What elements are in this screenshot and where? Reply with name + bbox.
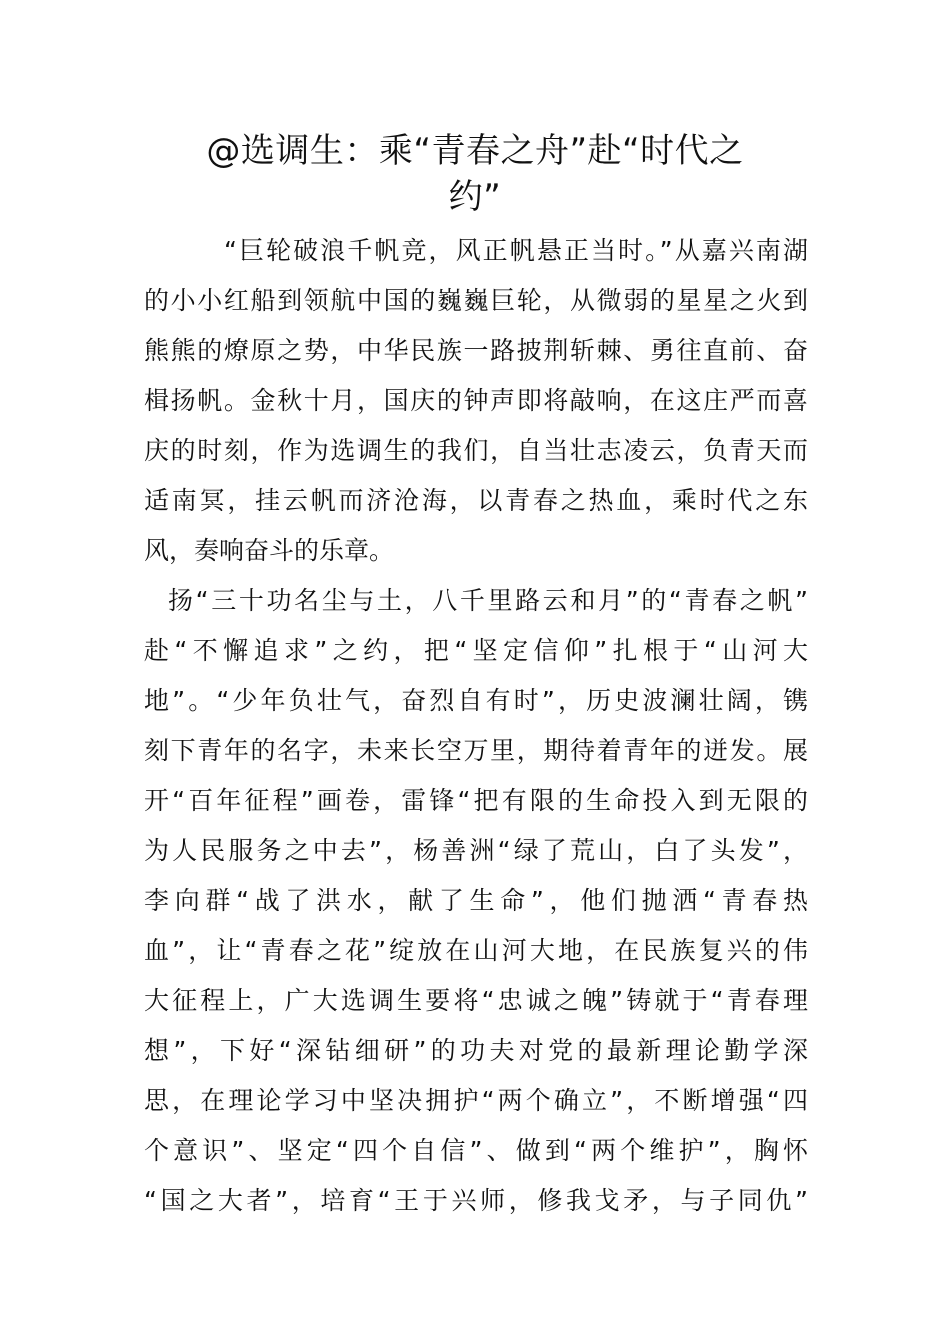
title-line: 约”	[448, 177, 502, 217]
text-line: 熊熊的燎原之势，中华民族一路披荆斩棘、勇往直前、奋	[144, 336, 808, 365]
text-line: “巨轮破浪千帆竞，风正帆悬正当时。”从嘉兴南湖	[224, 236, 808, 265]
text-line: 地”。“少年负壮气，奋烈自有时”，历史波澜壮阔，镌	[144, 686, 808, 715]
text-line: 思，在理论学习中坚决拥护“两个确立”，不断增强“四	[144, 1086, 808, 1115]
text-line: 赴“不懈追求”之约，把“坚定信仰”扎根于“山河大	[144, 636, 808, 665]
text-line: 的小小红船到领航中国的巍巍巨轮，从微弱的星星之火到	[144, 286, 808, 315]
text-line: 楫扬帆。金秋十月，国庆的钟声即将敲响，在这庄严而喜	[144, 386, 808, 415]
text-line: 想”，下好“深钻细研”的功夫对党的最新理论勤学深	[144, 1036, 808, 1065]
text-line: 扬“三十功名尘与土，八千里路云和月”的“青春之帆”	[168, 586, 808, 615]
title-line: @选调生：乘“青春之舟”赴“时代之	[206, 131, 744, 171]
text-line: “国之大者”，培育“王于兴师，修我戈矛，与子同仇”	[144, 1186, 808, 1215]
text-line: 庆的时刻，作为选调生的我们，自当壮志凌云，负青天而	[144, 436, 808, 465]
text-line: 个意识”、坚定“四个自信”、做到“两个维护”，胸怀	[144, 1136, 808, 1165]
paragraph-1	[144, 226, 808, 576]
text-line: 血”，让“青春之花”绽放在山河大地，在民族复兴的伟	[144, 936, 808, 965]
text-line: 适南冥，挂云帆而济沧海，以青春之热血，乘时代之东	[144, 486, 808, 515]
text-line: 风，奏响奋斗的乐章。	[144, 536, 395, 565]
page-title	[160, 128, 790, 220]
article-body	[144, 226, 808, 1226]
text-line: 刻下青年的名字，未来长空万里，期待着青年的迸发。展	[144, 736, 808, 765]
text-line: 大征程上，广大选调生要将“忠诚之魄”铸就于“青春理	[144, 986, 808, 1015]
text-line: 李向群“战了洪水，献了生命”，他们抛洒“青春热	[144, 886, 808, 915]
text-line: 开“百年征程”画卷，雷锋“把有限的生命投入到无限的	[144, 786, 808, 815]
paragraph-2	[144, 576, 808, 1226]
text-line: 为人民服务之中去”，杨善洲“绿了荒山，白了头发”，	[144, 836, 808, 865]
